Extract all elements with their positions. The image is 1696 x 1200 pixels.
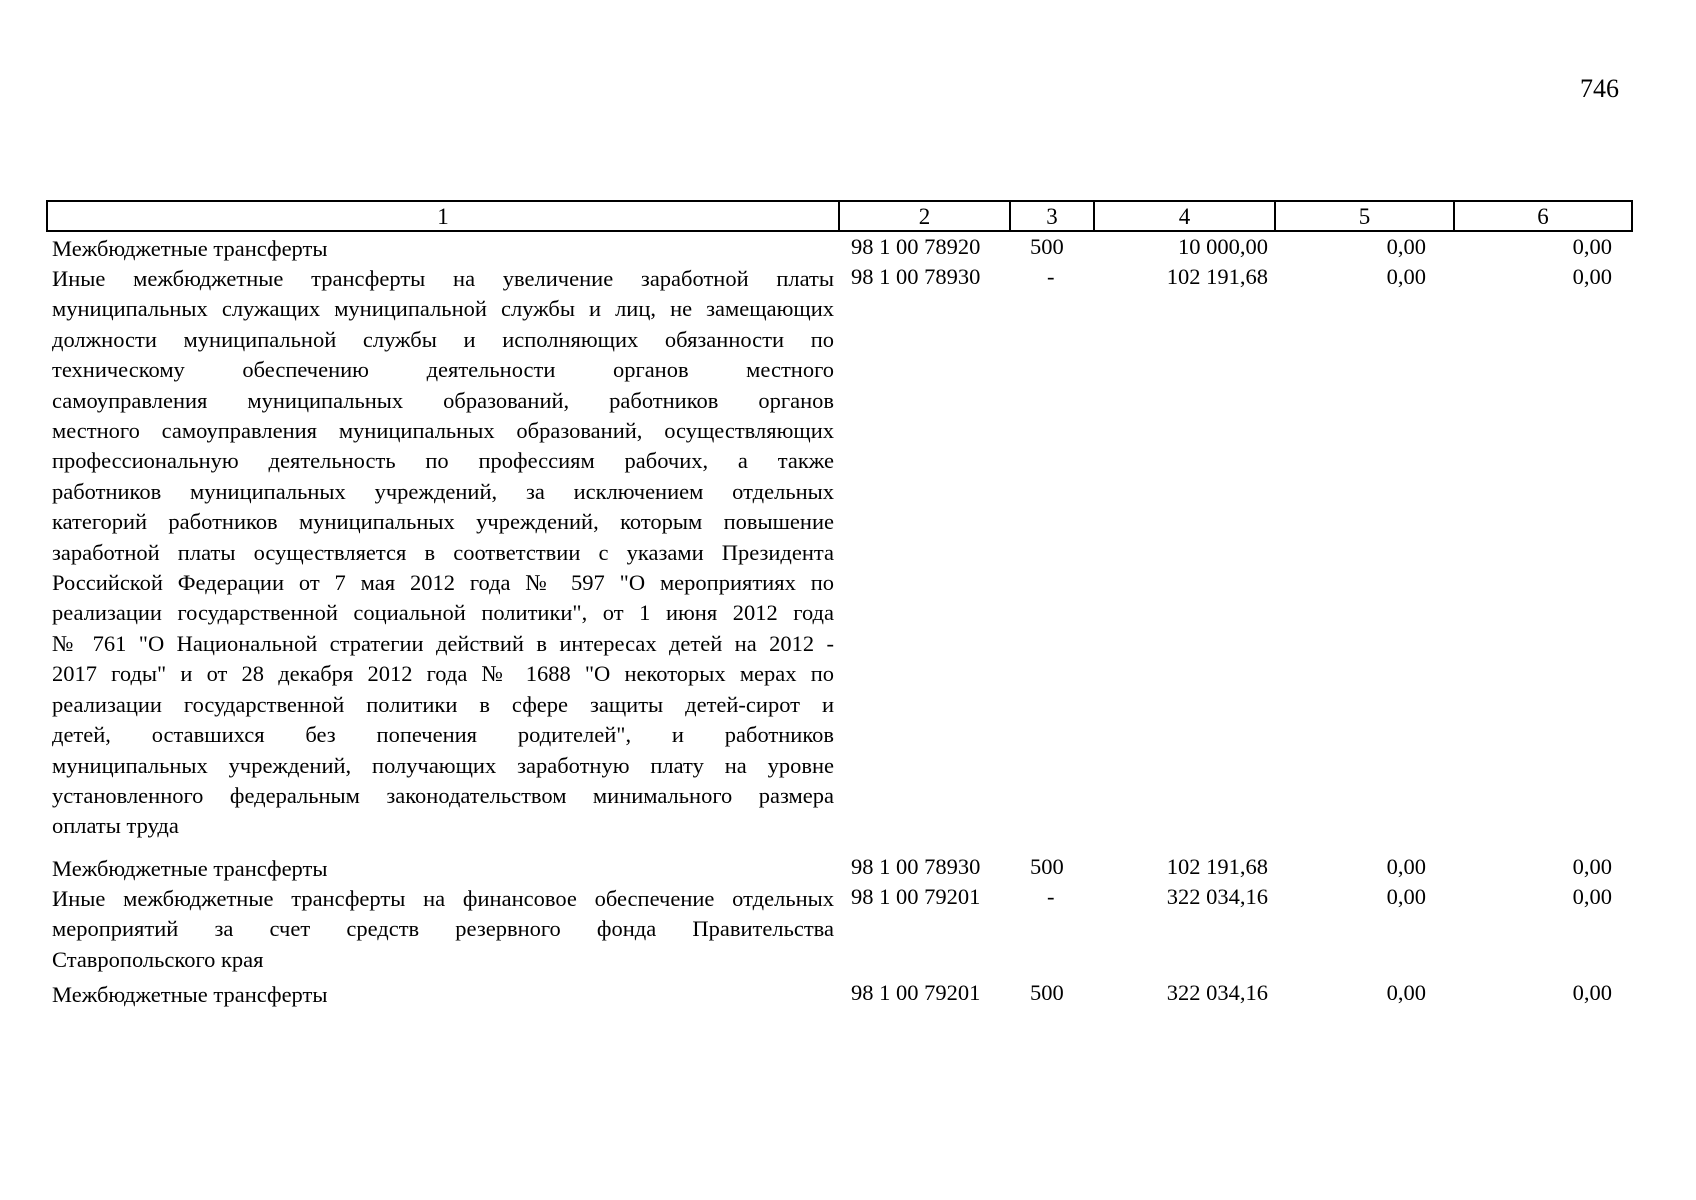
description-line: профессиональную деятельность по профессиям рабочих, а также	[52, 448, 834, 474]
description-line: Российской Федерации от 7 мая 2012 года № 597 "О мероприятиях по	[52, 570, 834, 596]
description-line: Иные межбюджетные трансферты на финансовое обеспечение отдельных	[52, 886, 834, 911]
table-header	[46, 200, 1633, 232]
row-value-6: 0,00	[1572, 854, 1612, 879]
description-line: работников муниципальных учреждений, за исключением отдельных	[52, 478, 834, 504]
row-code: 98 1 00 78930	[851, 854, 981, 879]
row-value-6: 0,00	[1572, 884, 1612, 909]
row-value-4: 322 034,16	[1166, 980, 1268, 1005]
row-value-6: 0,00	[1572, 264, 1612, 289]
description-line: Межбюджетные трансферты	[52, 982, 328, 1007]
header-cell-5: 5	[1276, 202, 1455, 230]
row-description	[52, 884, 834, 975]
description-line: Межбюджетные трансферты	[52, 856, 328, 881]
row-value-5: 0,00	[1386, 264, 1426, 289]
row-value-6: 0,00	[1572, 234, 1612, 259]
row-value-4: 102 191,68	[1166, 854, 1268, 879]
description-line: муниципальных учреждений, получающих заработную плату на уровне	[52, 752, 834, 778]
description-line: Межбюджетные трансферты	[52, 236, 328, 261]
row-description	[52, 980, 834, 1010]
description-line: самоуправления муниципальных образований, работников органов	[52, 387, 834, 413]
header-cell-4: 4	[1095, 202, 1276, 230]
header-cell-3: 3	[1011, 202, 1095, 230]
row-type: 500	[1030, 234, 1064, 259]
row-description	[52, 234, 834, 264]
description-line: № 761 "О Национальной стратегии действий в интересах детей на 2012 -	[52, 630, 834, 656]
description-line: 2017 годы" и от 28 декабря 2012 года № 1688 "О некоторых мерах по	[52, 661, 834, 687]
row-value-4: 10 000,00	[1178, 234, 1268, 259]
description-line: реализации государственной политики в сфере защиты детей-сирот и	[52, 691, 834, 717]
description-line: заработной платы осуществляется в соответствии с указами Президента	[52, 539, 834, 565]
description-line: должности муниципальной службы и исполняющих обязанности по	[52, 326, 834, 352]
row-code: 98 1 00 79201	[851, 884, 981, 909]
description-line: Иные межбюджетные трансферты на увеличение заработной платы	[52, 266, 834, 291]
row-type: -	[1047, 884, 1055, 909]
row-type: 500	[1030, 854, 1064, 879]
row-value-5: 0,00	[1386, 854, 1426, 879]
description-line: мероприятий за счет средств резервного фонда Правительства	[52, 916, 834, 942]
header-cell-6: 6	[1537, 204, 1549, 229]
row-value-4: 322 034,16	[1166, 884, 1268, 909]
row-type: 500	[1030, 980, 1064, 1005]
header-cell-1: 1	[48, 202, 840, 230]
row-value-6: 0,00	[1572, 980, 1612, 1005]
row-type: -	[1047, 264, 1055, 289]
header-cell-2: 2	[840, 202, 1011, 230]
row-description	[52, 264, 834, 842]
row-value-5: 0,00	[1386, 234, 1426, 259]
row-description	[52, 854, 834, 884]
row-code: 98 1 00 78930	[851, 264, 981, 289]
description-line: оплаты труда	[52, 813, 179, 839]
row-value-4: 102 191,68	[1166, 264, 1268, 289]
row-code: 98 1 00 78920	[851, 234, 981, 259]
description-line: местного самоуправления муниципальных образований, осуществляющих	[52, 418, 834, 444]
description-line: Ставропольского края	[52, 946, 264, 972]
description-line: категорий работников муниципальных учреждений, которым повышение	[52, 509, 834, 535]
description-line: техническому обеспечению деятельности органов местного	[52, 357, 834, 383]
row-value-5: 0,00	[1386, 980, 1426, 1005]
row-code: 98 1 00 79201	[851, 980, 981, 1005]
description-line: муниципальных служащих муниципальной службы и лиц, не замещающих	[52, 296, 834, 322]
row-value-5: 0,00	[1386, 884, 1426, 909]
description-line: детей, оставшихся без попечения родителей", и работников	[52, 722, 834, 748]
description-line: реализации государственной социальной политики", от 1 июня 2012 года	[52, 600, 834, 626]
page-number: 746	[1580, 74, 1619, 103]
description-line: установленного федеральным законодательством минимального размера	[52, 782, 834, 808]
